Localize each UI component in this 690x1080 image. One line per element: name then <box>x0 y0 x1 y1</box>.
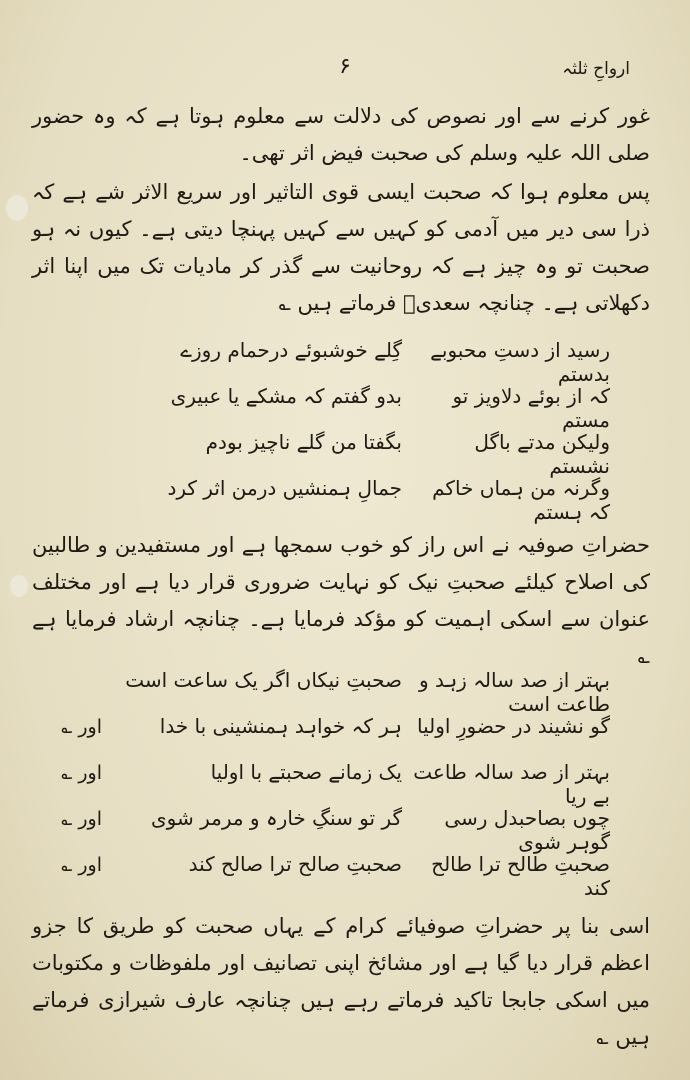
hemistich-second: بہتر از صد سالہ طاعت بے ریا <box>413 760 610 808</box>
verse-row <box>32 806 650 852</box>
verse-marker: اور ؎ <box>61 762 102 784</box>
hemistich-first: بگفتا من گلے ناچیز بودم <box>205 430 402 454</box>
verse-marker: اور ؎ <box>61 716 102 738</box>
hemistich-first: یک زمانے صحبتے با اولیا <box>210 760 402 784</box>
hemistich-first: ہر کہ خواہد ہمنشینی با خدا <box>159 714 402 738</box>
page-number: ۶ <box>339 54 351 79</box>
page-header <box>60 54 630 88</box>
hemistich-first: گِلے خوشبوئے درحمام روزے <box>180 338 402 362</box>
verse-marker: اور ؎ <box>61 808 102 830</box>
hemistich-second: چوں بصاحبدل رسی گوہر شوی <box>444 806 610 854</box>
verse-row <box>32 338 650 384</box>
verse-row <box>32 430 650 476</box>
paragraph: پس معلوم ہوا کہ صحبت ایسی قوی التاثیر اور سریع الاثر شے ہے کہ ذرا سی دیر میں آدمی کو کہیں سے کہیں پہنچا دیتی ہے۔ کیوں نہ ہو صحبت تو وہ چیز ہے کہ روحانیت سے گذر کر مادیات تک میں اپنا اثر دکھلاتی ہے۔ چنانچہ سعدیؒ فرماتے ہیں ؎ <box>32 180 650 315</box>
verse-marker: اور ؎ <box>61 854 102 876</box>
hemistich-second: کہ از بوئے دلاویز تو مستم <box>452 384 610 432</box>
verse-block-saadi <box>32 338 650 522</box>
hemistich-first: صحبتِ نیکاں اگر یک ساعت است <box>125 668 402 692</box>
hemistich-second: صحبتِ طالح ترا طالح کند <box>431 852 610 900</box>
paper-stain <box>10 575 28 597</box>
running-title: ارواحِ ثلثہ <box>562 59 630 79</box>
hemistich-second: گو نشیند در حضورِ اولیا <box>417 714 610 738</box>
verse-block-sufi <box>32 668 650 898</box>
hemistich-second: ولیکن مدتے باگل نشستم <box>474 430 610 478</box>
verse-row <box>32 668 650 714</box>
verse-row <box>32 760 650 806</box>
middle-text <box>32 527 650 675</box>
hemistich-first: بدو گفتم کہ مشکے یا عبیری <box>170 384 402 408</box>
bottom-text <box>32 908 650 1056</box>
verse-row <box>32 476 650 522</box>
hemistich-first: جمالِ ہمنشیں درمن اثر کرد <box>167 476 402 500</box>
verse-row <box>32 384 650 430</box>
hemistich-first: گر تو سنگِ خارہ و مرمر شوی <box>150 806 402 830</box>
paragraph: اسی بنا پر حضراتِ صوفیائے کرام کے یہاں صحبت کو طریق کا جزو اعظم قرار دیا گیا ہے اور مشائخ اپنی تصانیف اور ملفوظات و مکتوبات میں اسکی جابجا تاکید فرماتے رہے ہیں چنانچہ عارف شیرازی فرماتے ہیں ؎ <box>32 914 650 1049</box>
paragraph: حضراتِ صوفیہ نے اس راز کو خوب سمجھا ہے اور مستفیدین و طالبین کی اصلاح کیلئے صحبتِ نیک کو نہایت ضروری قرار دیا ہے اور مختلف عنوان سے اسکی اہمیت کو مؤکد فرمایا ہے۔ چنانچہ ارشاد فرمایا ہے ؎ <box>32 533 650 668</box>
hemistich-second: رسید از دستِ محبوبے بدستم <box>430 338 610 386</box>
hemistich-second: بہتر از صد سالہ زہد و طاعت است <box>418 668 610 716</box>
paragraph: غور کرنے سے اور نصوص کی دلالت سے معلوم ہوتا ہے کہ وہ حضور صلی اللہ علیہ وسلم کی صحبت فیض اثر تھی۔ <box>32 104 650 165</box>
paper-stain <box>6 195 28 221</box>
top-text <box>32 98 650 322</box>
verse-row <box>32 714 650 760</box>
hemistich-second: وگرنہ من ہماں خاکم کہ ہستم <box>432 476 610 524</box>
verse-row <box>32 852 650 898</box>
hemistich-first: صحبتِ صالح ترا صالح کند <box>188 852 402 876</box>
